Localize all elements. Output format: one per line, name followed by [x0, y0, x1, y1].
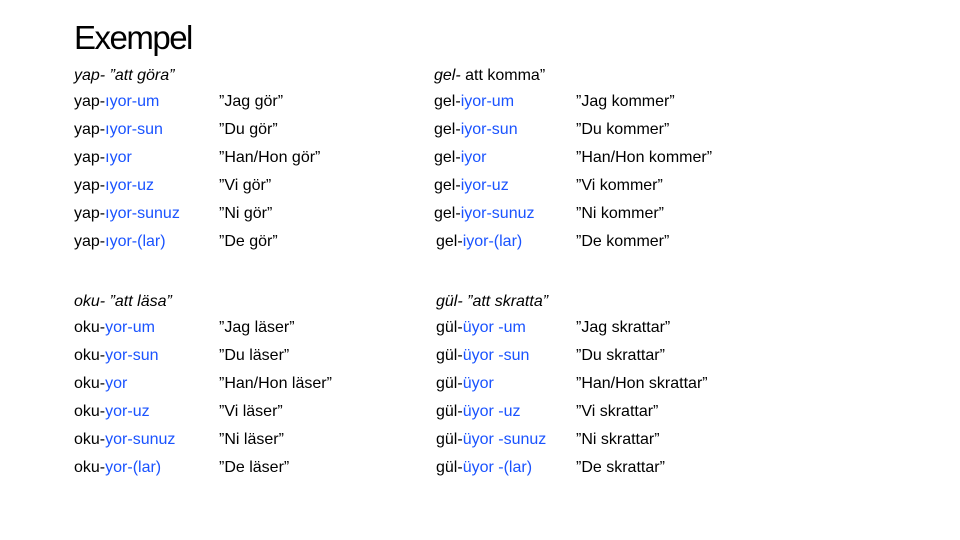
- form-ending: -sun: [486, 121, 518, 138]
- form-suffix: ıyor: [105, 233, 132, 250]
- conjugation-row: [434, 88, 675, 116]
- conjugation-row: [436, 398, 659, 426]
- verb-meaning: att komma”: [460, 67, 546, 84]
- form-suffix: yor: [105, 347, 128, 364]
- verb-stem: oku-: [74, 293, 106, 310]
- form-suffix: ıyor: [105, 121, 132, 138]
- conjugated-form: [436, 228, 522, 256]
- conjugated-form: [74, 228, 166, 256]
- verb-block-yap: [74, 64, 321, 256]
- conjugation-row: [434, 116, 670, 144]
- form-stem: yap-: [74, 233, 106, 250]
- conjugation-row: [74, 370, 332, 398]
- verb-meaning: ”att skratta”: [462, 293, 549, 310]
- conjugated-form: [74, 200, 180, 228]
- conjugated-form: [74, 370, 127, 398]
- conjugated-form: [436, 314, 526, 342]
- conjugated-form: [436, 398, 520, 426]
- form-suffix: yor: [105, 375, 128, 392]
- form-ending: -uz: [493, 403, 521, 420]
- form-stem: gül-: [436, 375, 463, 392]
- translation: ”Jag kommer”: [576, 93, 675, 110]
- form-suffix: üyor: [462, 319, 494, 336]
- form-stem: gül-: [436, 347, 463, 364]
- translation: ”De skrattar”: [576, 459, 665, 476]
- translation: ”De läser”: [219, 459, 290, 476]
- form-suffix: iyor: [460, 93, 487, 110]
- form-stem: yap-: [74, 177, 106, 194]
- form-ending: -sunuz: [493, 431, 547, 448]
- conjugation-row: [434, 200, 664, 228]
- translation: ”Han/Hon kommer”: [576, 149, 713, 166]
- form-ending: -(lar): [488, 233, 523, 250]
- translation: ”Du gör”: [219, 121, 278, 138]
- form-ending: -(lar): [127, 459, 162, 476]
- form-ending: -um: [493, 319, 526, 336]
- conjugated-form: [74, 342, 158, 370]
- form-ending: -sunuz: [127, 431, 176, 448]
- conjugated-form: [74, 172, 154, 200]
- form-suffix: iyor: [460, 177, 487, 194]
- translation: ”Jag skrattar”: [576, 319, 671, 336]
- conjugated-form: [74, 88, 159, 116]
- verb-stem: gel-: [434, 67, 461, 84]
- translation: ”Han/Hon skrattar”: [576, 375, 708, 392]
- conjugated-form: [74, 144, 132, 172]
- form-ending: -sunuz: [486, 205, 535, 222]
- conjugated-form: [434, 88, 514, 116]
- form-suffix: ıyor: [105, 205, 132, 222]
- form-suffix: üyor: [462, 347, 494, 364]
- translation: ”Han/Hon läser”: [219, 375, 332, 392]
- verb-meaning: ”att läsa”: [105, 293, 172, 310]
- conjugation-row: [436, 370, 708, 398]
- form-suffix: üyor: [462, 375, 494, 392]
- translation: ”Vi gör”: [219, 177, 272, 194]
- form-suffix: yor: [105, 319, 128, 336]
- form-stem: gel-: [436, 233, 463, 250]
- form-suffix: iyor: [462, 233, 489, 250]
- form-suffix: yor: [105, 431, 128, 448]
- conjugated-form: [436, 426, 546, 454]
- form-stem: yap-: [74, 121, 106, 138]
- conjugation-row: [74, 342, 290, 370]
- verb-block-gel: [434, 64, 713, 256]
- form-suffix: ıyor: [105, 177, 132, 194]
- verb-block-oku: [74, 290, 332, 482]
- verb-stem: gül-: [436, 293, 463, 310]
- conjugated-form: [436, 370, 494, 398]
- translation: ”Ni skrattar”: [576, 431, 660, 448]
- form-suffix: iyor: [460, 205, 487, 222]
- verb-meaning: ”att göra”: [105, 67, 175, 84]
- form-ending: -sun: [493, 347, 530, 364]
- translation: ”Ni gör”: [219, 205, 273, 222]
- form-stem: gel-: [434, 205, 461, 222]
- form-ending: -sun: [127, 347, 159, 364]
- form-stem: oku-: [74, 347, 106, 364]
- conjugated-form: [74, 314, 155, 342]
- translation: ”Du kommer”: [576, 121, 670, 138]
- conjugated-form: [434, 116, 518, 144]
- form-ending: -um: [131, 93, 160, 110]
- conjugation-row: [74, 144, 321, 172]
- conjugation-row: [436, 314, 671, 342]
- conjugation-row: [434, 228, 670, 256]
- conjugated-form: [74, 426, 175, 454]
- translation: ”De gör”: [219, 233, 278, 250]
- form-stem: gel-: [434, 121, 461, 138]
- conjugation-row: [74, 116, 278, 144]
- conjugation-row: [74, 228, 278, 256]
- form-ending: -uz: [131, 177, 155, 194]
- conjugated-form: [436, 454, 532, 482]
- form-stem: gel-: [434, 149, 461, 166]
- form-ending: -uz: [127, 403, 150, 420]
- conjugation-row: [434, 144, 713, 172]
- translation: ”Vi kommer”: [576, 177, 663, 194]
- form-ending: -uz: [486, 177, 509, 194]
- form-stem: gül-: [436, 403, 463, 420]
- translation: ”Han/Hon gör”: [219, 149, 321, 166]
- form-ending: -um: [127, 319, 155, 336]
- translation: ”Du läser”: [219, 347, 290, 364]
- form-stem: yap-: [74, 93, 106, 110]
- form-stem: oku-: [74, 431, 106, 448]
- form-suffix: yor: [105, 403, 128, 420]
- conjugated-form: [434, 144, 486, 172]
- conjugated-form: [436, 342, 529, 370]
- conjugation-row: [74, 426, 284, 454]
- form-suffix: iyor: [460, 149, 487, 166]
- translation: ”Vi skrattar”: [576, 403, 659, 420]
- conjugation-row: [74, 398, 283, 426]
- conjugated-form: [74, 116, 163, 144]
- form-stem: oku-: [74, 403, 106, 420]
- conjugation-row: [436, 426, 660, 454]
- form-ending: -(lar): [131, 233, 166, 250]
- verb-heading: [74, 64, 174, 88]
- form-ending: -sunuz: [131, 205, 180, 222]
- form-suffix: üyor: [462, 431, 494, 448]
- form-suffix: üyor: [462, 403, 494, 420]
- conjugation-row: [74, 172, 272, 200]
- form-ending: -um: [486, 93, 515, 110]
- form-ending: -(lar): [493, 459, 533, 476]
- form-stem: gül-: [436, 431, 463, 448]
- form-stem: gül-: [436, 319, 463, 336]
- translation: ”De kommer”: [576, 233, 670, 250]
- form-suffix: ıyor: [105, 93, 132, 110]
- form-suffix: iyor: [460, 121, 487, 138]
- conjugation-row: [74, 454, 290, 482]
- form-stem: gül-: [436, 459, 463, 476]
- verb-heading: [434, 64, 545, 88]
- translation: ”Ni kommer”: [576, 205, 664, 222]
- translation: ”Ni läser”: [219, 431, 284, 448]
- translation: ”Jag läser”: [219, 319, 295, 336]
- form-ending: -sun: [131, 121, 163, 138]
- translation: ”Vi läser”: [219, 403, 283, 420]
- conjugation-row: [74, 200, 273, 228]
- conjugation-row: [74, 314, 295, 342]
- conjugated-form: [74, 398, 150, 426]
- form-stem: gel-: [434, 177, 461, 194]
- verb-block-gul: [436, 290, 708, 482]
- form-stem: gel-: [434, 93, 461, 110]
- form-stem: oku-: [74, 459, 106, 476]
- conjugated-form: [74, 454, 161, 482]
- form-stem: yap-: [74, 149, 106, 166]
- conjugation-row: [74, 88, 284, 116]
- conjugation-row: [436, 454, 665, 482]
- verb-heading: [74, 290, 172, 314]
- form-suffix: ıyor: [105, 149, 132, 166]
- form-stem: yap-: [74, 205, 106, 222]
- form-suffix: üyor: [462, 459, 494, 476]
- form-stem: oku-: [74, 375, 106, 392]
- conjugated-form: [434, 200, 535, 228]
- translation: ”Jag gör”: [219, 93, 284, 110]
- conjugated-form: [434, 172, 509, 200]
- conjugation-row: [434, 172, 663, 200]
- form-stem: oku-: [74, 319, 106, 336]
- conjugation-row: [436, 342, 665, 370]
- verb-stem: yap-: [74, 67, 106, 84]
- form-suffix: yor: [105, 459, 128, 476]
- translation: ”Du skrattar”: [576, 347, 665, 364]
- verb-heading: [436, 290, 548, 314]
- slide-title: Exempel: [74, 19, 192, 56]
